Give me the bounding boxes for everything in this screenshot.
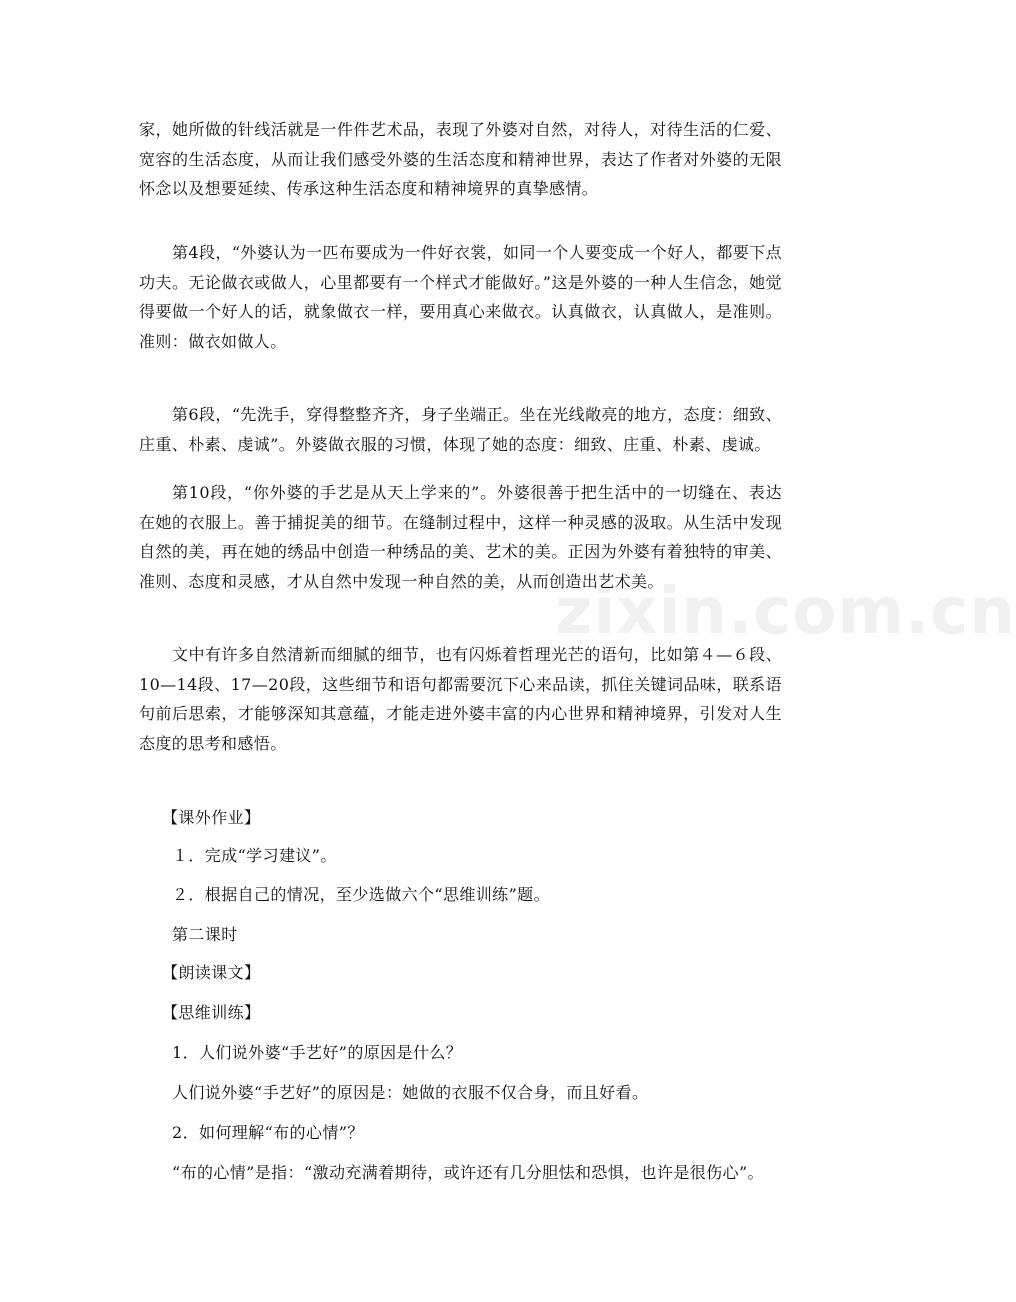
paragraph-section-6: 第6段，“先洗手，穿得整整齐齐，身子坐端正。坐在光线敞亮的地方，态度：细致、庄重、朴素、虔诚”。外婆做衣服的习惯，体现了她的态度：细致、庄重、朴素、虔诚。 xyxy=(139,405,782,454)
answer-1: 人们说外婆“手艺好”的原因是：她做的衣服不仅合身，而且好看。 xyxy=(172,1083,649,1102)
read-aloud-heading: 【朗读课文】 xyxy=(162,963,261,982)
homework-item-1: １．完成“学习建议”。 xyxy=(172,846,337,865)
question-2: 2．如何理解“布的心情”？ xyxy=(172,1123,364,1142)
question-1: 1．人们说外婆“手艺好”的原因是什么？ xyxy=(172,1043,463,1062)
homework-item-2: ２．根据自己的情况，至少选做六个“思维训练”题。 xyxy=(172,885,550,904)
paragraph-section-4: 第4段，“外婆认为一匹布要成为一件好衣裳，如同一个人要变成一个好人，都要下点功夫。无论做衣或做人，心里都要有一个样式才能做好。”这是外婆的一种人生信念，她觉得要做一个好人的话，就象做衣一样，要用真心来做衣。认真做衣，认真做人，是准则。准则：做衣如做人。 xyxy=(139,243,782,351)
paragraph-section-10: 第10段，“你外婆的手艺是从天上学来的”。外婆很善于把生活中的一切缝在、表达在她的衣服上。善于捕捉美的细节。在缝制过程中，这样一种灵感的汲取。从生活中发现自然的美，再在她的绣品中创造一种绣品的美、艺术的美。正因为外婆有着独特的审美、准则、态度和灵感，才从自然中发现一种自然的美，从而创造出艺术美。 xyxy=(139,483,782,591)
watermark: zixin.com.cn xyxy=(555,575,1016,649)
paragraph-details: 文中有许多自然清新而细腻的细节，也有闪烁着哲理光芒的语句，比如第４—６段、10—14段、17—20段，这些细节和语句都需要沉下心来品读，抓住关键词品味，联系语句前后思索，才能够深知其意蕴，才能走进外婆丰富的内心世界和精神境界，引发对人生态度的思考和感悟。 xyxy=(139,645,782,753)
paragraph-continuation: 家，她所做的针线活就是一件件艺术品，表现了外婆对自然，对待人，对待生活的仁爱、宽容的生活态度，从而让我们感受外婆的生活态度和精神世界，表达了作者对外婆的无限怀念以及想要延续、传承这种生活态度和精神境界的真挚感情。 xyxy=(139,120,782,198)
lesson-two-heading: 第二课时 xyxy=(172,925,238,944)
homework-heading: 【课外作业】 xyxy=(162,808,261,827)
answer-2: “布的心情”是指：“激动充满着期待，或许还有几分胆怯和恐惧，也许是很伤心”。 xyxy=(172,1163,764,1182)
thinking-training-heading: 【思维训练】 xyxy=(162,1003,261,1022)
